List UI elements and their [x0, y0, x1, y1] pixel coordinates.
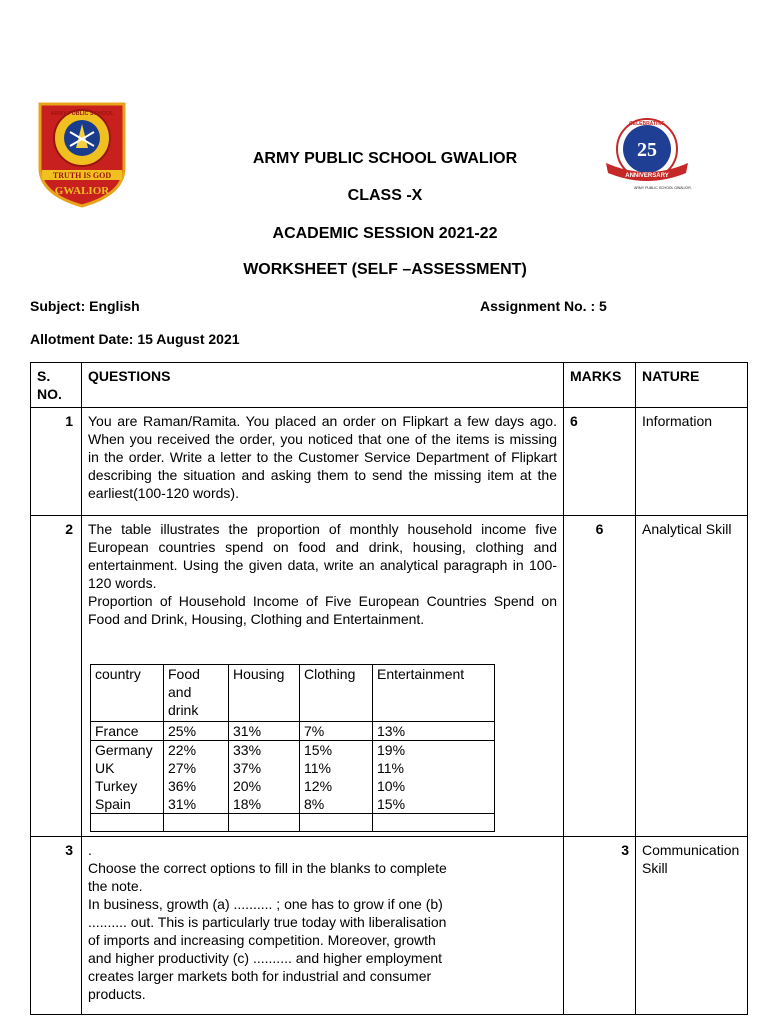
- header-nature: NATURE: [636, 363, 748, 408]
- table-row: [31, 837, 748, 1015]
- data-table-cell: Spain: [91, 795, 164, 814]
- data-table-header-cell: Clothing: [300, 665, 373, 722]
- anniversary-arc: CELEBRATING: [629, 121, 665, 127]
- data-table-cell: [300, 814, 373, 832]
- data-table-header-row: [91, 665, 495, 722]
- anniversary-number: 25: [637, 139, 657, 161]
- question-number: 1: [31, 408, 82, 516]
- data-table-cell: 13%: [373, 722, 495, 741]
- question-subtitle: Proportion of Household Income of Five European Countries Spend on Food and Drink, Housing, Clothing and Entertainment.: [88, 593, 557, 627]
- anniversary-school-name: ARMY PUBLIC SCHOOL GWALIOR, MP: [634, 186, 692, 190]
- data-table-cell: 31%: [164, 795, 229, 814]
- class-title: CLASS -X: [347, 187, 423, 204]
- data-table-row: [91, 777, 495, 795]
- crest-city: GWALIOR: [54, 185, 110, 197]
- data-table-cell: France: [91, 722, 164, 741]
- anniversary-ribbon: ANNIVERSARY: [625, 173, 669, 179]
- data-table-cell: 10%: [373, 777, 495, 795]
- table-row: [31, 516, 748, 837]
- question-marks: 3: [564, 837, 636, 1015]
- data-table-cell: 15%: [300, 741, 373, 760]
- question-number: 3: [31, 837, 82, 1015]
- subject-label: Subject: English: [30, 298, 140, 314]
- allotment-date: Allotment Date: 15 August 2021: [30, 331, 240, 347]
- table-header-row: [31, 363, 748, 408]
- data-table-cell: 8%: [300, 795, 373, 814]
- question-dot: .: [88, 842, 92, 858]
- question-text: You are Raman/Ramita. You placed an order on Flipkart a few days ago. When you received the order, you noticed that one of the items is missing in the order. Write a letter to the Customer Service Department of Flipkart describing the situation and asking them to send the missing item at the earliest(100-120 words).: [82, 408, 564, 516]
- data-table-cell: 7%: [300, 722, 373, 741]
- data-table-empty-row: [91, 814, 495, 832]
- data-table-cell: Turkey: [91, 777, 164, 795]
- data-table-row: [91, 722, 495, 741]
- crest-arc-text: ARMY PUBLIC SCHOOL: [50, 111, 114, 117]
- data-table-cell: [164, 814, 229, 832]
- question-cell: [82, 516, 564, 837]
- question-marks: 6: [564, 516, 636, 837]
- data-table-cell: 37%: [229, 759, 300, 777]
- data-table-cell: 27%: [164, 759, 229, 777]
- data-table-cell: UK: [91, 759, 164, 777]
- data-table-cell: 25%: [164, 722, 229, 741]
- household-income-table: [90, 664, 495, 832]
- data-table-cell: 19%: [373, 741, 495, 760]
- assignment-number: Assignment No. : 5: [480, 298, 607, 314]
- data-table-cell: [373, 814, 495, 832]
- data-table-cell: [91, 814, 164, 832]
- data-table-row: [91, 759, 495, 777]
- data-table-row: [91, 795, 495, 814]
- question-cell: [82, 837, 564, 1015]
- header-marks: MARKS: [564, 363, 636, 408]
- data-table-cell: 20%: [229, 777, 300, 795]
- data-table-cell: Germany: [91, 741, 164, 760]
- question-nature: Analytical Skill: [636, 516, 748, 837]
- header-sno: S. NO.: [31, 363, 82, 408]
- question-nature: Information: [636, 408, 748, 516]
- table-row: [31, 408, 748, 516]
- data-table-cell: 18%: [229, 795, 300, 814]
- data-table-row: [91, 741, 495, 760]
- question-text: The table illustrates the proportion of monthly household income five European countries spend on food and drink, housing, clothing and entertainment. Using the given data, write an analytical paragraph in 100-120 words.: [88, 521, 557, 591]
- crest-motto: TRUTH IS GOD: [52, 171, 112, 180]
- data-table-cell: 36%: [164, 777, 229, 795]
- session-title: ACADEMIC SESSION 2021-22: [272, 225, 498, 242]
- data-table-header-cell: Housing: [229, 665, 300, 722]
- questions-table: [30, 362, 748, 1015]
- data-table-cell: 33%: [229, 741, 300, 760]
- data-table-cell: 12%: [300, 777, 373, 795]
- question-nature: Communication Skill: [636, 837, 748, 1015]
- data-table-cell: 22%: [164, 741, 229, 760]
- data-table-cell: 11%: [373, 759, 495, 777]
- worksheet-title: WORKSHEET (SELF –ASSESSMENT): [243, 261, 527, 278]
- data-table-cell: 11%: [300, 759, 373, 777]
- header-questions: QUESTIONS: [82, 363, 564, 408]
- question-marks: 6: [564, 408, 636, 516]
- data-table-cell: [229, 814, 300, 832]
- data-table-header-cell: Food and drink: [164, 665, 229, 722]
- data-table-cell: 15%: [373, 795, 495, 814]
- data-table-header-cell: Entertainment: [373, 665, 495, 722]
- school-name: ARMY PUBLIC SCHOOL GWALIOR: [252, 150, 518, 167]
- data-table-header-cell: country: [91, 665, 164, 722]
- question-number: 2: [31, 516, 82, 837]
- question-text: Choose the correct options to fill in the blanks to complete the note. In business, growth (a) .......... ; one has to grow if one (b) .......... out. This is particularly true today with liberalisation of imports and increasing competition. Moreover, growth and higher productivity (c) .......... and higher employment creates larger markets both for industrial and consumer products.: [88, 860, 447, 1002]
- data-table-cell: 31%: [229, 722, 300, 741]
